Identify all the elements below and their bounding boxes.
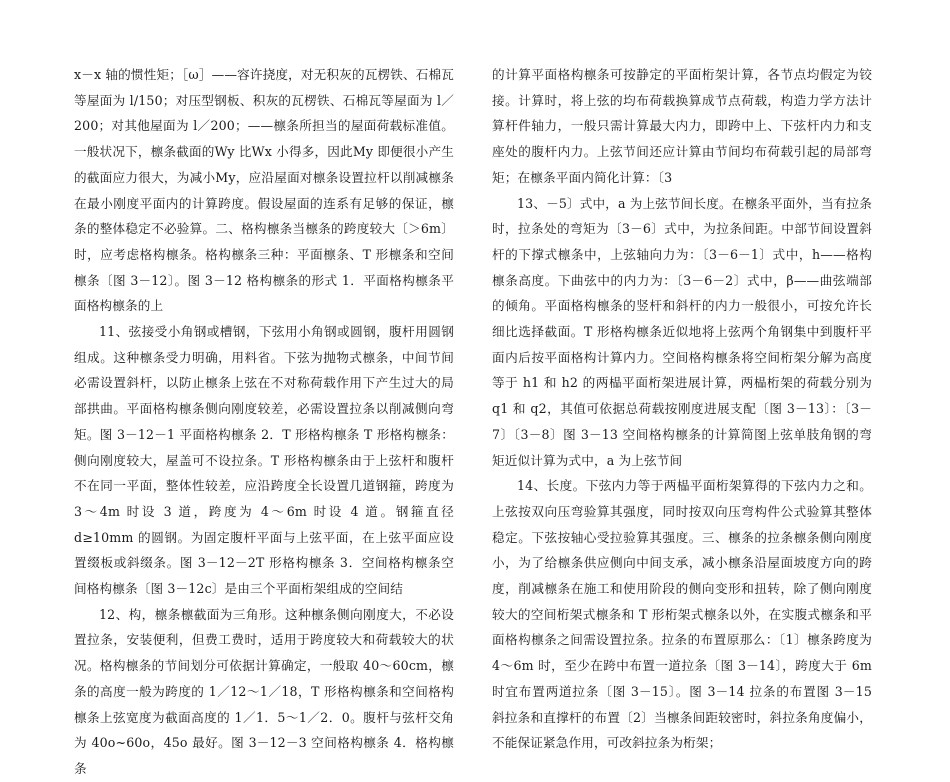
paragraph-truss-calculation: 的计算平面格构檩条可按静定的平面桁架计算，各节点均假定为铰接。计算时，将上弦的均布荷载换算成节点荷载，构造力学方法计算杆件轴力，一般只需计算最大内力，即跨中上、下弦杆内力和支座处的腹杆内力。上弦节间还应计算由节间均布荷载引起的局部弯矩；在檩条平面内简化计算：〔3 [492,67,872,185]
paragraph-11: 11、弦接受小角钢或槽钢，下弦用小角钢或圆钢，腹杆用圆钢组成。这种檩条受力明确，用料省。下弦为抛物式檩条，中间节间必需设置斜杆，以防止檩条上弦在不对称荷载作用下产生过大的局部拱曲。平面格构檩条侧向刚度较差，必需设置拉条以削减侧向弯矩。图 3－12－1 平面格构檩条 2．T 形格构檩条 T 形格构檩条：侧向刚度较大，屋盖可不设拉条。T 形格构檩条由于上弦杆和腹杆不在同一平面，整体性较差，应沿跨度全长设置几道钢箍，跨度为 3～4m 时设 3 道，跨度为 4～6m 时设 4 道。钢箍直径 d≥10mm 的圆钢。为固定腹杆平面与上弦平面，在上弦平面应设置缀板或斜缀条。图 3－12－2T 形格构檩条 3．空间格构檩条空间格构檩条〔图 3－12c〕是由三个平面桁架组成的空间结 [74,324,454,597]
left-column [74,62,454,782]
paragraph-13: 13、－5〕式中，a 为上弦节间长度。在檩条平面外，当有拉条时，拉条处的弯矩为〔3－6〕式中，为拉条间距。中部节间设置斜杆的下撑式檩条中，上弦轴向力为：〔3－6－1〕式中，h——格构檩条高度。下曲弦中的内力为：〔3－6－2〕式中，β——曲弦端部的倾角。平面格构檩条的竖杆和斜杆的内力一般很小，可按允许长细比选择截面。T 形格构檩条近似地将上弦两个角钢集中到腹杆平面内后按平面格构计算内力。空间格构檩条将空间桁架分解为高度等于 h1 和 h2 的两榀平面桁架进展计算，两榀桁架的荷载分别为 q1 和 q2，其值可依据总荷载按刚度进展支配〔图 3－13〕：〔3－7〕〔3－8〕图 3－13 空间格构檩条的计算简图上弦单肢角钢的弯矩近似计算为式中，a 为上弦节间 [492,195,872,468]
paragraph-14: 14、长度。下弦内力等于两榀平面桁架算得的下弦内力之和。上弦按双向压弯验算其强度，同时按双向压弯构件公式验算其整体稳定。下弦按轴心受拉验算其强度。三、檩条的拉条檩条侧向刚度小，为了给檩条供应侧向中间支承，减小檩条沿屋面坡度方向的跨度，削减檩条在施工和使用阶段的侧向变形和扭转，除了侧向刚度较大的空间桁架式檩条和 T 形桁架式檩条以外，在实腹式檩条和平面格构檩条之间需设置拉条。拉条的布置原那么：〔1〕檩条跨度为 4～6m 时，至少在跨中布置一道拉条〔图 3－14〕，跨度大于 6m 时宜布置两道拉条〔图 3－15〕。图 3－14 拉条的布置图 3－15 斜拉条和直撑杆的布置〔2〕当檩条间距较密时，斜拉条角度偏小，不能保证紧急作用，可改斜拉条为桁架； [492,478,872,751]
paragraph-continued-text: x－x 轴的惯性矩；［ω］——容许挠度，对无积灰的瓦楞铁、石棉瓦等屋面为 l/150；对压型钢板、积灰的瓦楞铁、石棉瓦等屋面为 l／200；对其他屋面为 l／200；——檩条所担当的屋面荷载标准值。一般状况下，檩条截面的Wy 比Wx 小得多，因此My 即便很小产生的截面应力很大，为减小My，应沿屋面对檩条设置拉杆以削减檩条在最小刚度平面内的计算跨度。假设屋面的连系有足够的保证，檩条的整体稳定不必验算。二、格构檩条当檩条的跨度较大〔＞6m〕时，应考虑格构檩条。格构檩条三种：平面檩条、T 形檩条和空间檩条〔图 3－12〕。图 3－12 格构檩条的形式 1．平面格构檩条平面格构檩条的上 [74,67,454,314]
paragraph-12: 12、构，檩条檩截面为三角形。这种檩条侧向刚度大，不必设置拉条，安装便利，但费工费时，适用于跨度较大和荷载较大的状况。格构檩条的节间划分可依据计算确定，一般取 40～60cm，檩条的高度一般为跨度的 1／12～1／18，T 形格构檩条和空间格构檩条上弦宽度为截面高度的 1／1．5～1／2．0。腹杆与弦杆交角为 40o~60o，45o 最好。图 3－12－3 空间格构檩条 4．格构檩条 [74,606,454,776]
right-column [492,62,872,756]
